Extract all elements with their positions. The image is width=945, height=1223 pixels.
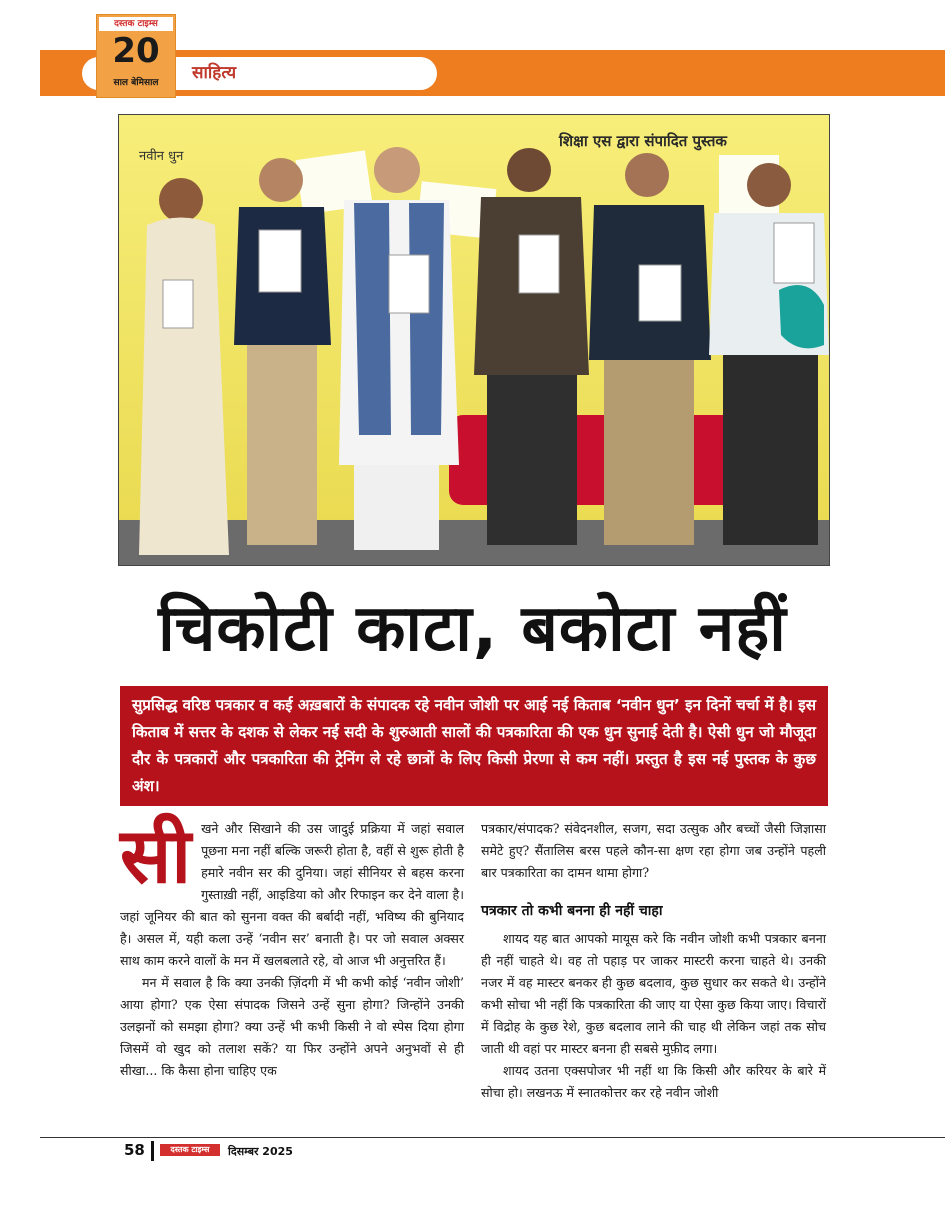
paragraph-1 [120,811,464,972]
book-launch-photo [118,114,830,566]
article-column-left [120,811,464,1082]
subheading: पत्रकार तो कभी बनना ही नहीं चाहा [481,903,663,919]
intro-text: सुप्रसिद्ध वरिष्ठ पत्रकार व कई अख़बारों के संपादक रहे नवीन जोशी पर आई नई किताब ‘नवीन धुन’ इन दिनों चर्चा में है। इस किताब में सत्तर के दशक से लेकर नई सदी के शुरुआती सालों की पत्रकारिता की एक धुन सुनाई देती है। ऐसी धुन जो मौजूदा दौर के पत्रकारों और पत्रकारिता की ट्रेनिंग ले रहे छात्रों के लिए किसी प्रेरणा से कम नहीं। प्रस्तुत है इस नई पुस्तक के कुछ अंश। [132,696,816,795]
paragraph-5: शायद उतना एक्सपोजर भी नहीं था कि किसी और करियर के बारे में सोचा हो। लखनऊ में स्नातकोत्तर कर रहे नवीन जोशी [481,1063,826,1100]
badge-brand-logo: दस्तक टाइम्स [99,17,173,31]
badge-subtitle: साल बेमिसाल [113,78,159,88]
footer-divider [40,1137,945,1138]
article-column-right [481,818,826,1104]
issue-date: दिसम्बर 2025 [228,1145,293,1158]
book-title-watermark: नवीन धुन [139,149,184,164]
photo-banner-text: शिक्षा एस द्वारा संपादित पुस्तक [559,132,727,150]
photo-illustration [119,115,829,565]
paragraph-1-text: खने और सिखाने की उस जादुई प्रक्रिया में जहां सवाल पूछना मना नहीं बल्कि जरूरी होता है, वहीं से शुरू होती है हमारे नवीन सर की दुनिया। जहां सीनियर से बहस करना गुस्ताख़ी नहीं, आइडिया को और रिफाइन कर देने वाला है। जहां जूनियर की बात को सुनना वक्त की बर्बादी नहीं, भविष्य की बुनियाद है। असल में, यही कला उन्हें ‘नवीन सर’ बनाती है। पर जो सवाल अक्सर साथ काम करने वालों के मन में खलबलाते रहे, वो आज भी अनुत्तरित हैं। [120,821,464,968]
footer-brand-logo: दस्तक टाइम्स [160,1144,220,1156]
section-label: साहित्य [192,63,237,83]
page-number: 58 [124,1141,145,1159]
drop-cap: सी [120,811,192,900]
anniversary-badge [96,14,176,98]
paragraph-4: शायद यह बात आपको मायूस करे कि नवीन जोशी कभी पत्रकार बनना ही नहीं चाहते थे। वह तो पहाड़ पर जाकर मास्टरी करना चाहते थे। उनकी नजर में वह मास्टर बनकर ही कुछ बदलाव, कुछ सुधार कर सकते थे। उन्होंने कभी सोचा भी नहीं कि पत्रकारिता की जाए या ऐसा कुछ किया जाए। विचारों में विद्रोह के कुछ रेशे, कुछ बदलाव लाने की चाह थी लेकिन जहां तक सोच जाती थी वहां पर मास्टर बनना ही सबसे मुफ़ीद लगा। [481,931,826,1056]
paragraph-3: पत्रकार/संपादक? संवेदनशील, सजग, सदा उत्सुक और बच्चों जैसी जिज्ञासा समेटे हुए? सैंतालिस बरस पहले कौन-सा क्षण रहा होगा जब उन्होंने पहली बार पत्रकारिता का दामन थामा होगा? [481,821,826,880]
intro-box [120,686,828,806]
footer-separator [151,1141,154,1161]
badge-number: 20 [112,31,160,71]
article-headline: चिकोटी काटा, बकोटा नहीं [158,592,787,666]
paragraph-2: मन में सवाल है कि क्या उनकी ज़िंदगी में भी कभी कोई ‘नवीन जोशी’ आया होगा? एक ऐसा संपादक जिसने उन्हें सुना होगा? जिन्होंने उनकी उलझनों को समझा होगा? क्या उन्हें भी कभी किसी ने वो स्पेस दिया होगा जिसमें वो खुद को तलाश सकें? या फिर उन्होंने अपने अनुभवों से ही सीखा... कि कैसा होना चाहिए एक [120,975,464,1078]
